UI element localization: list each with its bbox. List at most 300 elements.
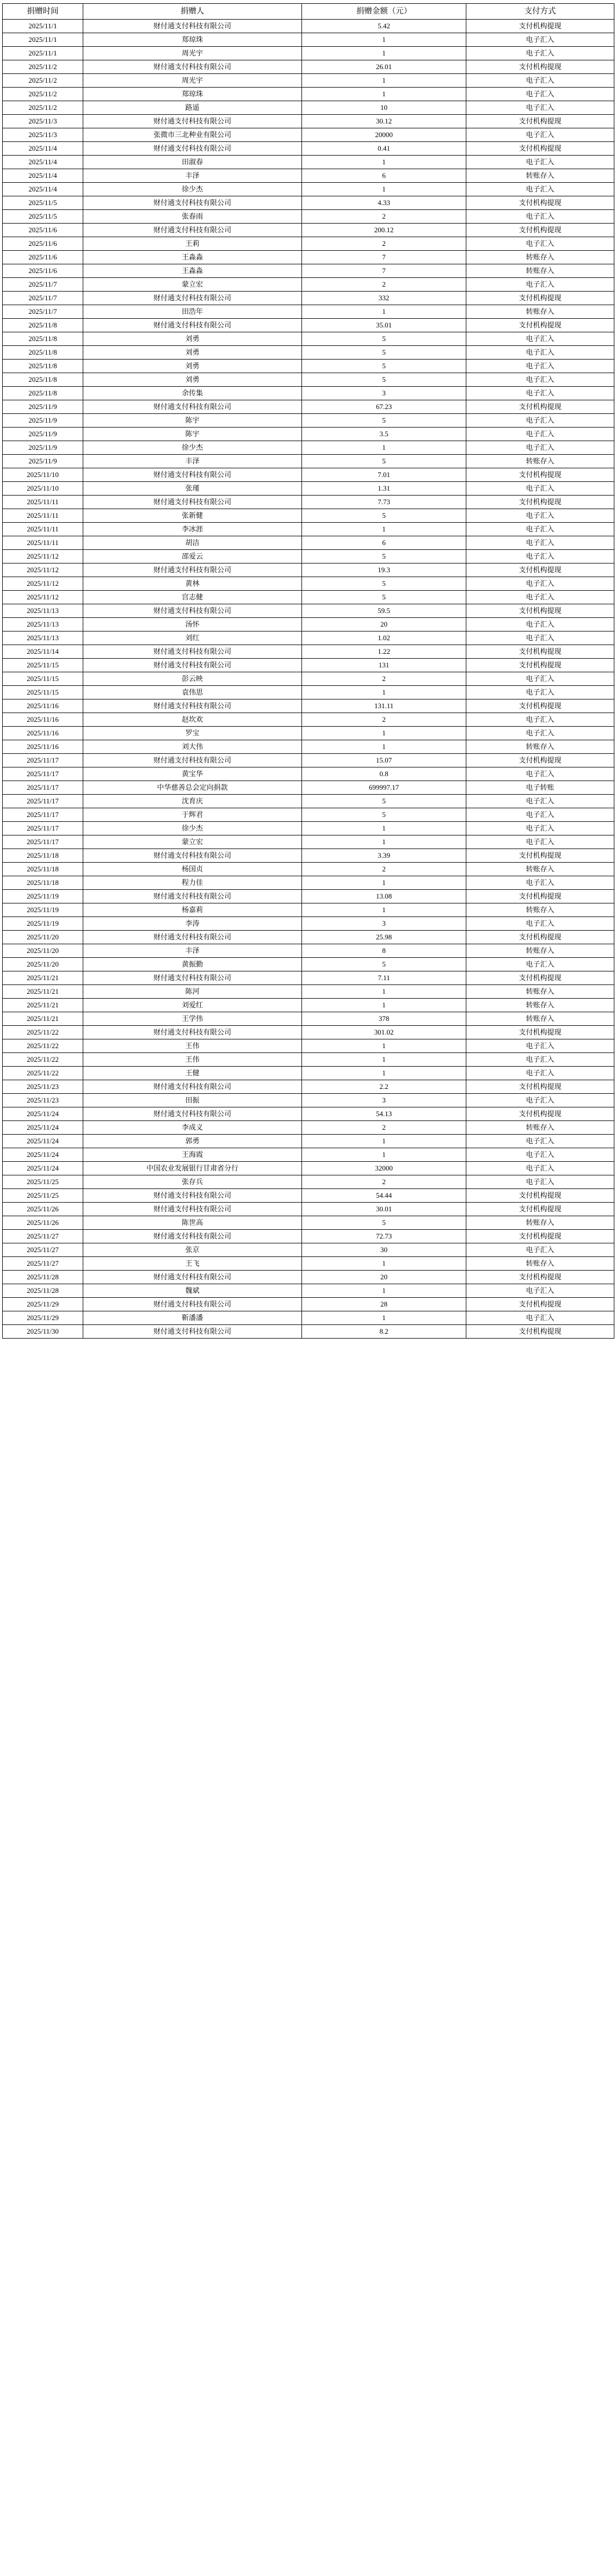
cell-donor-name: 财付通支付科技有限公司: [83, 496, 302, 509]
table-row: [3, 917, 614, 931]
cell-donation-date: 2025/11/22: [3, 1026, 83, 1039]
table-row: [3, 278, 614, 292]
cell-payment-method: 电子汇入: [466, 428, 614, 441]
table-row: [3, 536, 614, 550]
table-row: [3, 346, 614, 360]
cell-payment-method: 电子汇入: [466, 631, 614, 645]
cell-donor-name: 陈河: [83, 985, 302, 999]
cell-donor-name: 蒙立宏: [83, 835, 302, 849]
cell-donor-name: 赵坎欢: [83, 713, 302, 727]
cell-donation-amount: 378: [302, 1012, 466, 1026]
cell-donation-date: 2025/11/2: [3, 74, 83, 88]
table-row: [3, 441, 614, 455]
cell-payment-method: 支付机构提现: [466, 1026, 614, 1039]
cell-donation-date: 2025/11/26: [3, 1203, 83, 1216]
cell-donation-amount: 5: [302, 577, 466, 591]
cell-donation-date: 2025/11/5: [3, 210, 83, 224]
cell-donation-date: 2025/11/18: [3, 863, 83, 876]
cell-payment-method: 支付机构提现: [466, 1203, 614, 1216]
cell-donor-name: 财付通支付科技有限公司: [83, 659, 302, 672]
table-row: [3, 618, 614, 631]
cell-payment-method: 电子汇入: [466, 536, 614, 550]
table-row: [3, 903, 614, 917]
cell-payment-method: 支付机构提现: [466, 20, 614, 33]
cell-payment-method: 支付机构提现: [466, 1080, 614, 1094]
cell-donation-amount: 1: [302, 523, 466, 536]
cell-donor-name: 王莉: [83, 237, 302, 251]
cell-donor-name: 财付通支付科技有限公司: [83, 1107, 302, 1121]
cell-donation-amount: 1: [302, 1148, 466, 1162]
cell-donor-name: 郑琼珠: [83, 33, 302, 47]
cell-donation-amount: 4.33: [302, 196, 466, 210]
table-row: [3, 128, 614, 142]
cell-donation-amount: 35.01: [302, 319, 466, 332]
cell-donation-amount: 1: [302, 903, 466, 917]
table-row: [3, 1175, 614, 1189]
cell-donor-name: 丰泽: [83, 944, 302, 958]
table-row: [3, 1216, 614, 1230]
cell-donor-name: 财付通支付科技有限公司: [83, 1230, 302, 1243]
cell-donation-amount: 72.73: [302, 1230, 466, 1243]
table-row: [3, 795, 614, 808]
cell-donor-name: 财付通支付科技有限公司: [83, 20, 302, 33]
cell-donation-amount: 699997.17: [302, 781, 466, 795]
table-row: [3, 550, 614, 564]
cell-donation-amount: 5: [302, 550, 466, 564]
cell-donation-amount: 1: [302, 1135, 466, 1148]
cell-donor-name: 路遥: [83, 101, 302, 115]
cell-donor-name: 田淑春: [83, 156, 302, 169]
cell-donation-date: 2025/11/1: [3, 47, 83, 60]
table-row: [3, 1257, 614, 1271]
cell-donation-amount: 1: [302, 1311, 466, 1325]
cell-donation-date: 2025/11/13: [3, 604, 83, 618]
table-row: [3, 47, 614, 60]
cell-donation-date: 2025/11/9: [3, 400, 83, 414]
cell-payment-method: 转账存入: [466, 1012, 614, 1026]
cell-payment-method: 支付机构提现: [466, 754, 614, 767]
table-row: [3, 169, 614, 183]
table-row: [3, 455, 614, 468]
cell-donation-amount: 1: [302, 999, 466, 1012]
cell-payment-method: 转账存入: [466, 985, 614, 999]
cell-payment-method: 转账存入: [466, 1121, 614, 1135]
cell-donation-amount: 5: [302, 373, 466, 387]
table-row: [3, 183, 614, 196]
cell-donation-amount: 59.5: [302, 604, 466, 618]
cell-donation-amount: 2: [302, 278, 466, 292]
cell-donor-name: 财付通支付科技有限公司: [83, 754, 302, 767]
table-row: [3, 482, 614, 496]
cell-payment-method: 电子汇入: [466, 1175, 614, 1189]
table-row: [3, 1189, 614, 1203]
cell-payment-method: 电子汇入: [466, 332, 614, 346]
table-row: [3, 156, 614, 169]
cell-donation-date: 2025/11/4: [3, 156, 83, 169]
cell-payment-method: 支付机构提现: [466, 564, 614, 577]
cell-donor-name: 魏斌: [83, 1284, 302, 1298]
cell-payment-method: 转账存入: [466, 903, 614, 917]
cell-donation-amount: 7: [302, 251, 466, 264]
cell-donation-amount: 1.22: [302, 645, 466, 659]
cell-donation-date: 2025/11/23: [3, 1094, 83, 1107]
cell-donation-amount: 1: [302, 686, 466, 699]
cell-donation-amount: 2.2: [302, 1080, 466, 1094]
cell-donation-date: 2025/11/8: [3, 387, 83, 400]
cell-payment-method: 转账存入: [466, 251, 614, 264]
table-row: [3, 604, 614, 618]
cell-donation-amount: 1.31: [302, 482, 466, 496]
cell-donation-amount: 1: [302, 156, 466, 169]
cell-donation-date: 2025/11/10: [3, 468, 83, 482]
cell-donation-date: 2025/11/8: [3, 332, 83, 346]
cell-donation-date: 2025/11/29: [3, 1298, 83, 1311]
table-row: [3, 1135, 614, 1148]
cell-donation-amount: 1.02: [302, 631, 466, 645]
table-row: [3, 835, 614, 849]
cell-donation-amount: 3.5: [302, 428, 466, 441]
cell-payment-method: 支付机构提现: [466, 699, 614, 713]
cell-donation-date: 2025/11/28: [3, 1271, 83, 1284]
table-row: [3, 428, 614, 441]
cell-payment-method: 电子汇入: [466, 414, 614, 428]
cell-donation-date: 2025/11/15: [3, 686, 83, 699]
cell-donation-date: 2025/11/27: [3, 1230, 83, 1243]
cell-donation-amount: 1: [302, 835, 466, 849]
cell-donor-name: 陈宇: [83, 414, 302, 428]
cell-payment-method: 电子汇入: [466, 876, 614, 890]
cell-donation-amount: 131.11: [302, 699, 466, 713]
cell-donor-name: 黄振勤: [83, 958, 302, 971]
cell-donor-name: 王健: [83, 1067, 302, 1080]
cell-donation-amount: 1: [302, 985, 466, 999]
table-row: [3, 876, 614, 890]
cell-donation-date: 2025/11/8: [3, 346, 83, 360]
table-row: [3, 890, 614, 903]
table-row: [3, 1311, 614, 1325]
cell-donor-name: 邵爱云: [83, 550, 302, 564]
cell-donor-name: 中国农业发展银行甘肃省分行: [83, 1162, 302, 1175]
cell-donor-name: 李冰涯: [83, 523, 302, 536]
table-row: [3, 863, 614, 876]
cell-donation-amount: 10: [302, 101, 466, 115]
cell-donation-date: 2025/11/12: [3, 577, 83, 591]
cell-donation-amount: 1: [302, 1039, 466, 1053]
cell-donor-name: 杨国贞: [83, 863, 302, 876]
table-row: [3, 727, 614, 740]
cell-donation-amount: 2: [302, 237, 466, 251]
cell-donor-name: 财付通支付科技有限公司: [83, 115, 302, 128]
table-row: [3, 931, 614, 944]
cell-payment-method: 支付机构提现: [466, 60, 614, 74]
table-row: [3, 1271, 614, 1284]
cell-donation-date: 2025/11/17: [3, 781, 83, 795]
table-header-row: [3, 4, 614, 20]
cell-donation-date: 2025/11/26: [3, 1216, 83, 1230]
cell-donor-name: 财付通支付科技有限公司: [83, 224, 302, 237]
table-row: [3, 849, 614, 863]
cell-donor-name: 李涛: [83, 917, 302, 931]
cell-donation-date: 2025/11/6: [3, 251, 83, 264]
table-body: [3, 20, 614, 1339]
cell-donation-amount: 332: [302, 292, 466, 305]
cell-donation-date: 2025/11/28: [3, 1284, 83, 1298]
cell-donation-amount: 5: [302, 455, 466, 468]
cell-donation-amount: 8: [302, 944, 466, 958]
cell-donor-name: 财付通支付科技有限公司: [83, 1026, 302, 1039]
cell-donor-name: 田浩年: [83, 305, 302, 319]
cell-donation-date: 2025/11/9: [3, 441, 83, 455]
cell-donation-date: 2025/11/13: [3, 631, 83, 645]
table-row: [3, 1080, 614, 1094]
cell-payment-method: 电子汇入: [466, 550, 614, 564]
cell-payment-method: 电子汇入: [466, 33, 614, 47]
cell-donor-name: 胡洁: [83, 536, 302, 550]
cell-donation-date: 2025/11/9: [3, 414, 83, 428]
cell-payment-method: 支付机构提现: [466, 849, 614, 863]
cell-donor-name: 财付通支付科技有限公司: [83, 1271, 302, 1284]
cell-donation-date: 2025/11/21: [3, 1012, 83, 1026]
cell-donation-amount: 3: [302, 917, 466, 931]
cell-donor-name: 程力佳: [83, 876, 302, 890]
cell-donation-date: 2025/11/16: [3, 727, 83, 740]
cell-donation-date: 2025/11/22: [3, 1067, 83, 1080]
cell-donation-amount: 3: [302, 1094, 466, 1107]
cell-donor-name: 余传集: [83, 387, 302, 400]
cell-donor-name: 靳潘潘: [83, 1311, 302, 1325]
cell-donation-date: 2025/11/17: [3, 767, 83, 781]
cell-donor-name: 刘勇: [83, 360, 302, 373]
cell-donation-amount: 1: [302, 441, 466, 455]
cell-payment-method: 电子汇入: [466, 387, 614, 400]
cell-payment-method: 电子汇入: [466, 1148, 614, 1162]
cell-payment-method: 支付机构提现: [466, 1189, 614, 1203]
cell-donor-name: 陈世高: [83, 1216, 302, 1230]
cell-payment-method: 支付机构提现: [466, 319, 614, 332]
cell-donor-name: 财付通支付科技有限公司: [83, 1080, 302, 1094]
cell-donation-date: 2025/11/21: [3, 971, 83, 985]
cell-donation-date: 2025/11/19: [3, 890, 83, 903]
cell-donation-date: 2025/11/30: [3, 1325, 83, 1339]
cell-payment-method: 转账存入: [466, 999, 614, 1012]
cell-donation-amount: 5: [302, 1216, 466, 1230]
cell-donation-amount: 6: [302, 169, 466, 183]
cell-payment-method: 支付机构提现: [466, 659, 614, 672]
cell-donation-amount: 28: [302, 1298, 466, 1311]
cell-donation-date: 2025/11/2: [3, 60, 83, 74]
cell-donor-name: 刘勇: [83, 373, 302, 387]
table-row: [3, 509, 614, 523]
cell-payment-method: 转账存入: [466, 455, 614, 468]
cell-donation-date: 2025/11/8: [3, 373, 83, 387]
table-row: [3, 699, 614, 713]
cell-donor-name: 王学伟: [83, 1012, 302, 1026]
cell-donation-amount: 19.3: [302, 564, 466, 577]
cell-payment-method: 支付机构提现: [466, 645, 614, 659]
cell-payment-method: 电子汇入: [466, 74, 614, 88]
cell-donor-name: 财付通支付科技有限公司: [83, 400, 302, 414]
table-row: [3, 319, 614, 332]
cell-payment-method: 电子汇入: [466, 523, 614, 536]
table-row: [3, 1162, 614, 1175]
table-row: [3, 251, 614, 264]
cell-donor-name: 财付通支付科技有限公司: [83, 849, 302, 863]
table-row: [3, 264, 614, 278]
cell-donor-name: 王飞: [83, 1257, 302, 1271]
cell-donation-amount: 0.41: [302, 142, 466, 156]
table-row: [3, 740, 614, 754]
cell-donor-name: 财付通支付科技有限公司: [83, 196, 302, 210]
cell-payment-method: 转账存入: [466, 169, 614, 183]
cell-donation-date: 2025/11/12: [3, 564, 83, 577]
cell-donation-amount: 5: [302, 414, 466, 428]
cell-donation-amount: 32000: [302, 1162, 466, 1175]
cell-donor-name: 李成义: [83, 1121, 302, 1135]
cell-donation-amount: 1: [302, 822, 466, 835]
cell-donation-date: 2025/11/13: [3, 618, 83, 631]
cell-donor-name: 汤怀: [83, 618, 302, 631]
cell-donation-date: 2025/11/5: [3, 196, 83, 210]
cell-payment-method: 支付机构提现: [466, 196, 614, 210]
cell-donation-amount: 6: [302, 536, 466, 550]
cell-donation-amount: 5: [302, 332, 466, 346]
cell-donation-date: 2025/11/11: [3, 509, 83, 523]
table-row: [3, 387, 614, 400]
cell-donor-name: 财付通支付科技有限公司: [83, 1325, 302, 1339]
cell-donation-amount: 2: [302, 713, 466, 727]
table-row: [3, 686, 614, 699]
cell-donation-amount: 301.02: [302, 1026, 466, 1039]
cell-donation-date: 2025/11/17: [3, 795, 83, 808]
cell-donor-name: 张京: [83, 1243, 302, 1257]
table-row: [3, 659, 614, 672]
table-row: [3, 1284, 614, 1298]
cell-donation-date: 2025/11/4: [3, 169, 83, 183]
cell-payment-method: 电子汇入: [466, 47, 614, 60]
table-row: [3, 631, 614, 645]
table-row: [3, 88, 614, 101]
cell-payment-method: 电子汇入: [466, 482, 614, 496]
table-row: [3, 577, 614, 591]
cell-donor-name: 财付通支付科技有限公司: [83, 645, 302, 659]
cell-payment-method: 支付机构提现: [466, 496, 614, 509]
cell-donation-date: 2025/11/10: [3, 482, 83, 496]
cell-payment-method: 转账存入: [466, 740, 614, 754]
cell-payment-method: 电子汇入: [466, 210, 614, 224]
table-row: [3, 713, 614, 727]
cell-payment-method: 支付机构提现: [466, 1107, 614, 1121]
cell-payment-method: 支付机构提现: [466, 1230, 614, 1243]
cell-donation-amount: 1: [302, 74, 466, 88]
table-row: [3, 1230, 614, 1243]
cell-donor-name: 财付通支付科技有限公司: [83, 971, 302, 985]
cell-donation-amount: 54.44: [302, 1189, 466, 1203]
cell-donation-date: 2025/11/16: [3, 713, 83, 727]
cell-payment-method: 电子汇入: [466, 618, 614, 631]
table-row: [3, 237, 614, 251]
cell-donation-date: 2025/11/9: [3, 428, 83, 441]
table-row: [3, 1039, 614, 1053]
table-row: [3, 1067, 614, 1080]
cell-payment-method: 电子汇入: [466, 101, 614, 115]
cell-donation-date: 2025/11/11: [3, 536, 83, 550]
cell-donor-name: 财付通支付科技有限公司: [83, 604, 302, 618]
cell-donor-name: 王淼淼: [83, 251, 302, 264]
cell-donor-name: 袁伟思: [83, 686, 302, 699]
column-header-amount: 捐赠金额（元）: [302, 4, 466, 20]
cell-payment-method: 电子汇入: [466, 1135, 614, 1148]
table-row: [3, 1325, 614, 1339]
cell-donation-amount: 5: [302, 958, 466, 971]
cell-donation-date: 2025/11/24: [3, 1162, 83, 1175]
table-row: [3, 754, 614, 767]
cell-payment-method: 支付机构提现: [466, 890, 614, 903]
cell-payment-method: 电子汇入: [466, 713, 614, 727]
cell-payment-method: 电子汇入: [466, 183, 614, 196]
table-row: [3, 414, 614, 428]
cell-donor-name: 陈宇: [83, 428, 302, 441]
table-row: [3, 999, 614, 1012]
cell-donor-name: 周光宇: [83, 74, 302, 88]
cell-donation-date: 2025/11/22: [3, 1053, 83, 1067]
cell-payment-method: 转账存入: [466, 944, 614, 958]
cell-payment-method: 电子汇入: [466, 373, 614, 387]
cell-donation-date: 2025/11/7: [3, 305, 83, 319]
cell-donation-date: 2025/11/27: [3, 1257, 83, 1271]
cell-payment-method: 电子汇入: [466, 1243, 614, 1257]
cell-donor-name: 刘勇: [83, 332, 302, 346]
table-row: [3, 591, 614, 604]
table-row: [3, 373, 614, 387]
cell-payment-method: 支付机构提现: [466, 1298, 614, 1311]
cell-payment-method: 电子汇入: [466, 835, 614, 849]
cell-donation-date: 2025/11/21: [3, 999, 83, 1012]
cell-donation-amount: 2: [302, 210, 466, 224]
cell-donation-amount: 30.12: [302, 115, 466, 128]
cell-payment-method: 支付机构提现: [466, 1271, 614, 1284]
cell-donation-amount: 3: [302, 387, 466, 400]
cell-donor-name: 刘爱红: [83, 999, 302, 1012]
table-row: [3, 1053, 614, 1067]
cell-payment-method: 电子汇入: [466, 1039, 614, 1053]
cell-donation-amount: 1: [302, 876, 466, 890]
cell-donation-date: 2025/11/11: [3, 496, 83, 509]
table-row: [3, 60, 614, 74]
table-row: [3, 971, 614, 985]
cell-donation-date: 2025/11/19: [3, 917, 83, 931]
cell-donation-amount: 2: [302, 672, 466, 686]
cell-payment-method: 转账存入: [466, 1257, 614, 1271]
cell-donor-name: 王伟: [83, 1039, 302, 1053]
cell-donation-date: 2025/11/24: [3, 1148, 83, 1162]
cell-donation-amount: 5: [302, 360, 466, 373]
cell-payment-method: 电子汇入: [466, 1162, 614, 1175]
cell-donation-date: 2025/11/3: [3, 128, 83, 142]
donation-table: [2, 3, 614, 1339]
cell-payment-method: 电子汇入: [466, 727, 614, 740]
table-row: [3, 672, 614, 686]
cell-payment-method: 支付机构提现: [466, 400, 614, 414]
cell-payment-method: 转账存入: [466, 305, 614, 319]
cell-donation-date: 2025/11/7: [3, 278, 83, 292]
cell-payment-method: 电子汇入: [466, 1094, 614, 1107]
table-row: [3, 468, 614, 482]
cell-donation-date: 2025/11/3: [3, 115, 83, 128]
cell-donor-name: 于辉君: [83, 808, 302, 822]
table-row: [3, 781, 614, 795]
cell-donation-amount: 1: [302, 305, 466, 319]
cell-donor-name: 丰泽: [83, 169, 302, 183]
